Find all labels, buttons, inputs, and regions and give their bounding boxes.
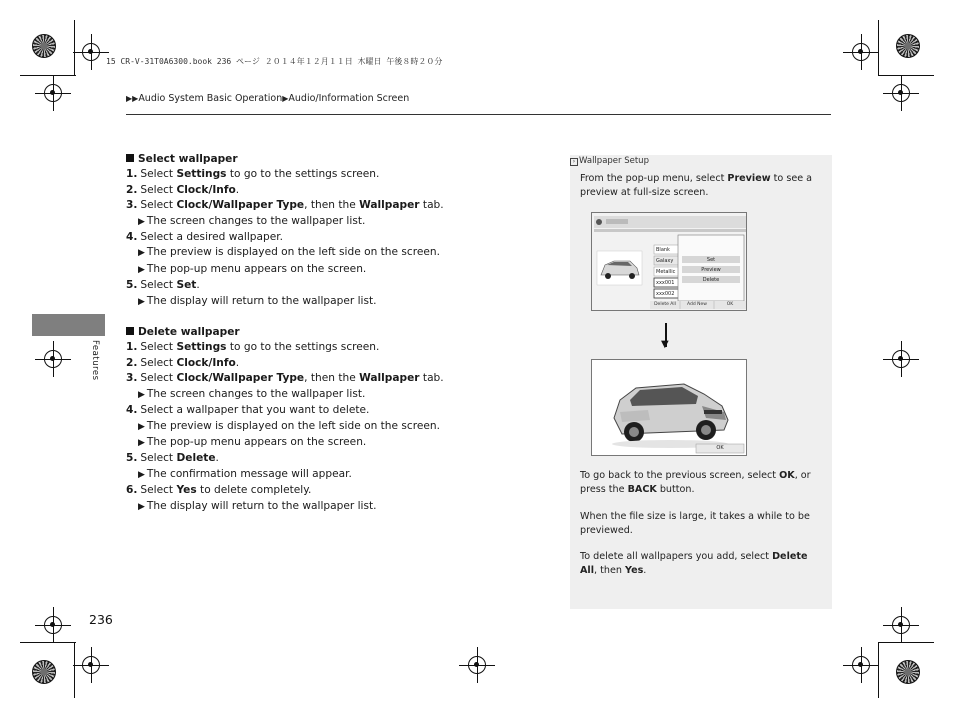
square-bullet-icon <box>126 154 134 162</box>
color-rosette-mark <box>32 660 56 684</box>
crop-mark <box>878 642 934 643</box>
crop-mark <box>878 75 934 76</box>
wallpaper-preview-screenshot <box>591 359 747 456</box>
registration-mark <box>82 656 100 674</box>
step-result: ▶ The display will return to the wallpaper list. <box>138 294 377 307</box>
wallpaper-list-item: xxx001 <box>656 280 675 286</box>
header-rule <box>126 114 831 115</box>
breadcrumb-item: Audio System Basic Operation <box>138 93 283 104</box>
square-bullet-icon <box>126 327 134 335</box>
step: 1. Select Settings to go to the settings screen. <box>126 341 380 354</box>
add-new-label: Add New <box>687 302 707 307</box>
breadcrumb <box>126 93 409 104</box>
registration-mark <box>82 43 100 61</box>
car-preview-image <box>592 360 746 455</box>
ok-button: OK <box>716 445 724 451</box>
wallpaper-list-item: Metallic <box>656 269 676 275</box>
section-title: Select wallpaper <box>126 152 556 167</box>
result-arrow-icon: ▶ <box>138 421 145 432</box>
step-result: ▶ The screen changes to the wallpaper list. <box>138 214 366 227</box>
step-result: ▶ The screen changes to the wallpaper list. <box>138 387 366 400</box>
registration-mark <box>44 616 62 634</box>
breadcrumb-separator: ▶ <box>282 94 289 103</box>
registration-mark <box>44 350 62 368</box>
crop-mark <box>20 75 76 76</box>
color-rosette-mark <box>896 34 920 58</box>
notes-delete-all: To delete all wallpapers you add, select Delete All, then Yes. <box>580 551 808 576</box>
color-rosette-mark <box>896 660 920 684</box>
step-result: ▶ The preview is displayed on the left side on the screen. <box>138 419 440 432</box>
crop-mark <box>74 20 75 76</box>
notes-panel-title: › Wallpaper Setup <box>570 156 649 166</box>
crop-mark <box>878 20 879 76</box>
result-arrow-icon: ▶ <box>138 264 145 275</box>
step-result: ▶ The confirmation message will appear. <box>138 467 352 480</box>
reference-icon: › <box>570 158 578 166</box>
arrow-down-icon: ▼ <box>661 339 669 350</box>
registration-mark <box>892 350 910 368</box>
registration-mark <box>852 43 870 61</box>
step-result: ▶ The pop-up menu appears on the screen. <box>138 262 367 275</box>
crop-mark <box>878 642 879 698</box>
wallpaper-list-item: xxx002 <box>656 291 675 297</box>
step: 5. Select Set. <box>126 279 200 292</box>
delete-all-label: Delete All <box>654 302 676 307</box>
notes-filesize: When the file size is large, it takes a while to be previewed. <box>580 511 810 536</box>
popup-set-option: Set <box>706 257 716 263</box>
crop-mark <box>74 642 75 698</box>
registration-mark <box>892 616 910 634</box>
page-number: 236 <box>89 612 113 627</box>
popup-delete-option: Delete <box>702 277 720 283</box>
section-title: Delete wallpaper <box>126 325 556 340</box>
chapter-label: Features <box>90 340 100 381</box>
wallpaper-list-item: Galaxy <box>656 258 674 264</box>
ok-label: OK <box>726 302 734 307</box>
step-result: ▶ The pop-up menu appears on the screen. <box>138 435 367 448</box>
step: 4. Select a desired wallpaper. <box>126 231 284 244</box>
result-arrow-icon: ▶ <box>138 296 145 307</box>
color-rosette-mark <box>32 34 56 58</box>
wallpaper-list-screenshot <box>591 212 747 311</box>
result-arrow-icon: ▶ <box>138 469 145 480</box>
step-result: ▶ The display will return to the wallpaper list. <box>138 499 377 512</box>
notes-back: To go back to the previous screen, select OK, or press the BACK button. <box>580 470 811 495</box>
result-arrow-icon: ▶ <box>138 389 145 400</box>
breadcrumb-item: Audio/Information Screen <box>288 93 410 104</box>
wallpaper-list-item: Blank <box>656 247 670 253</box>
result-arrow-icon: ▶ <box>138 216 145 227</box>
chapter-tab <box>32 314 105 336</box>
step: 5. Select Delete. <box>126 452 219 465</box>
step: 6. Select Yes to delete completely. <box>126 484 312 497</box>
registration-mark <box>892 84 910 102</box>
breadcrumb-arrows: ▶▶ <box>126 94 139 103</box>
crop-mark <box>20 642 76 643</box>
result-arrow-icon: ▶ <box>138 501 145 512</box>
step: 1. Select Settings to go to the settings screen. <box>126 168 380 181</box>
step-result: ▶ The preview is displayed on the left side on the screen. <box>138 246 440 259</box>
result-arrow-icon: ▶ <box>138 437 145 448</box>
print-header: 15 CR-V-31T0A6300.book 236 ページ ２０１４年１２月１１日 木曜日 午後８時２０分 <box>106 57 443 66</box>
registration-mark <box>44 84 62 102</box>
registration-mark <box>468 656 486 674</box>
step: 3. Select Clock/Wallpaper Type, then the Wallpaper tab. <box>126 199 444 212</box>
step: 4. Select a wallpaper that you want to delete. <box>126 404 370 417</box>
main-content <box>126 152 556 515</box>
notes-intro: From the pop-up menu, select Preview to see a preview at full-size screen. <box>580 173 813 198</box>
result-arrow-icon: ▶ <box>138 248 145 259</box>
step: 3. Select Clock/Wallpaper Type, then the Wallpaper tab. <box>126 372 444 385</box>
registration-mark <box>852 656 870 674</box>
step: 2. Select Clock/Info. <box>126 356 240 369</box>
step: 2. Select Clock/Info. <box>126 183 240 196</box>
popup-preview-option: Preview <box>701 267 721 273</box>
